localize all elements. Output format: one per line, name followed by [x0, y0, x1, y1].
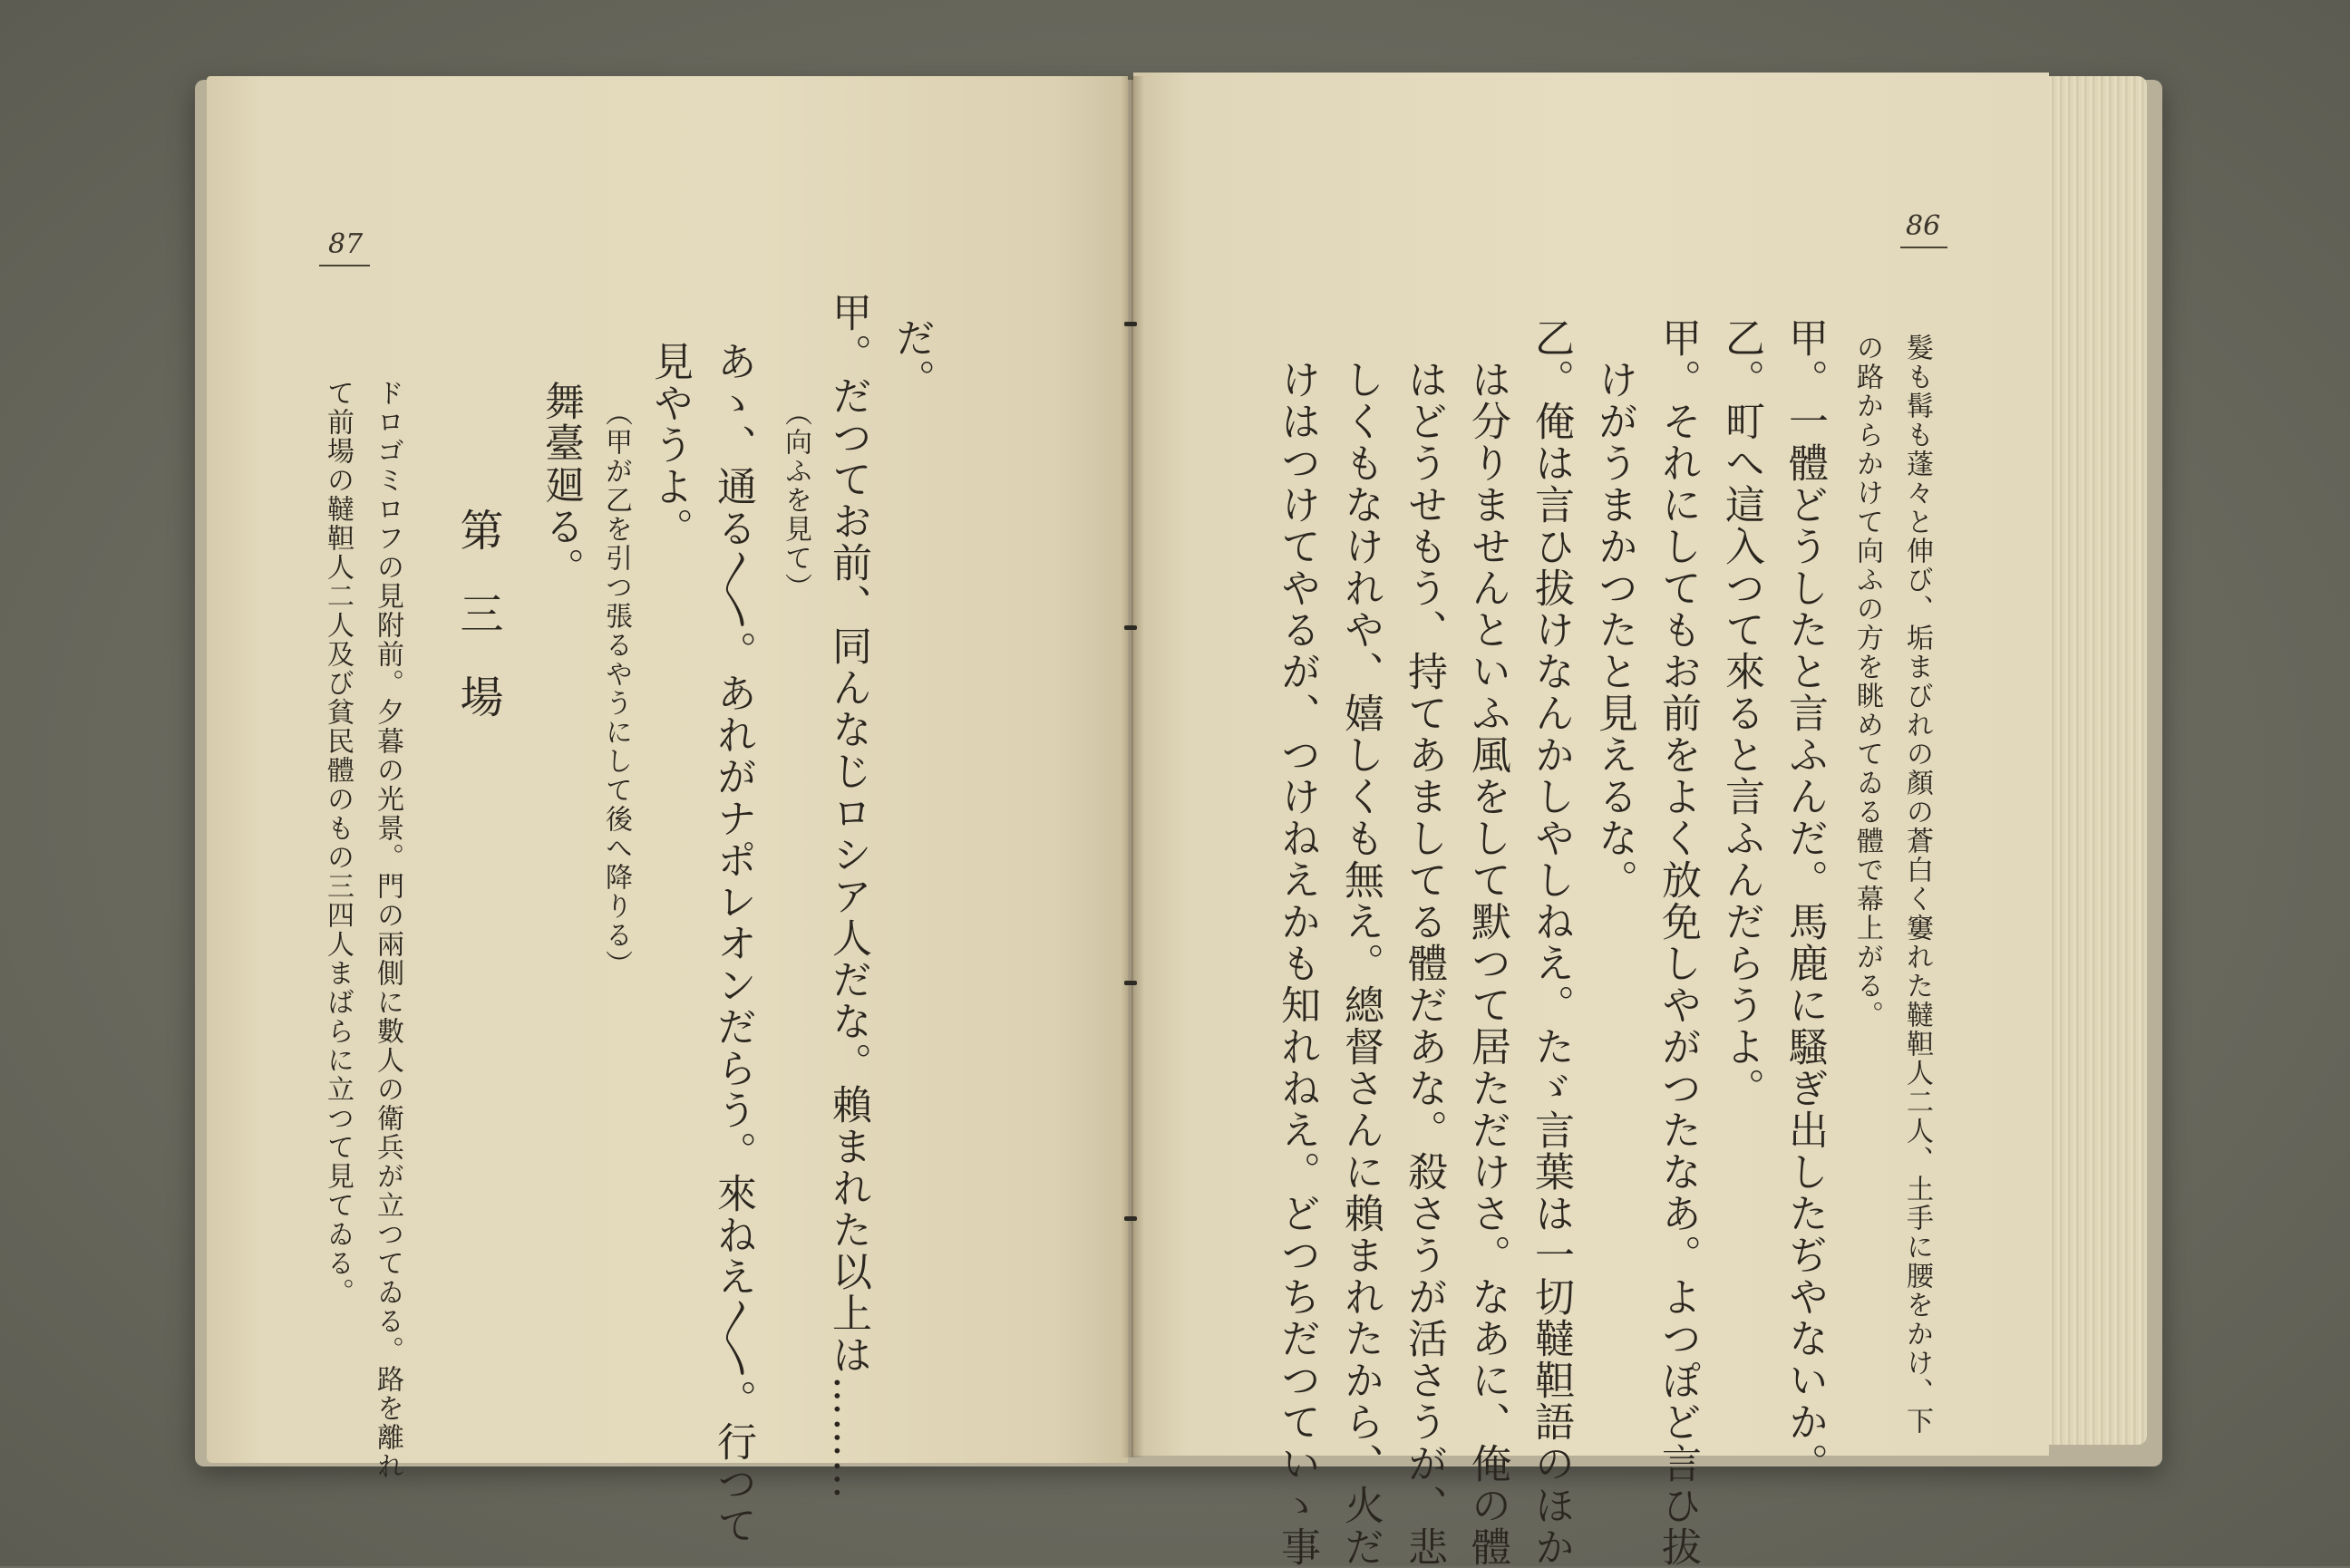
- dialogue-line: しくもなけれや、嬉しくも無え。總督さんに賴まれたから、火だ: [1337, 359, 1384, 1568]
- stage-direction-line: （向ふを見て）: [780, 399, 811, 602]
- page-number-right: 86: [1906, 210, 1941, 242]
- binding-stitch: [1124, 625, 1137, 630]
- page-number-rule: [319, 265, 370, 266]
- dialogue-line: あゝ、通る〳〵。あれがナポレオンだらう。來ねえ〳〵。行つて: [710, 341, 756, 1546]
- stage-direction-line: 髮も髯も蓬々と伸び、垢まびれの顏の蒼白く窶れた韃靼人二人、土手に腰をかけ、下: [1901, 334, 1933, 1436]
- binding-stitch: [1124, 322, 1137, 326]
- book-gutter: [1121, 76, 1144, 1457]
- stage-direction-line: ドロゴミロフの見附前。夕暮の光景。門の兩側に數人の衛兵が立つてゐる。路を離れ: [372, 379, 403, 1481]
- dialogue-line: 乙。町へ這入つて來ると言ふんだらうよ。: [1718, 317, 1764, 1109]
- dialogue-line: けはつけてやるが、つけねえかも知れねえ。どつちだつていゝ事: [1274, 359, 1320, 1568]
- dialogue-line: 見やうよ。: [646, 341, 693, 549]
- stage-direction-line: て前場の韃靼人二人及び貧民體のもの三四人まばらに立つて見てゐる。: [322, 379, 354, 1307]
- dialogue-line: 甲。だつてお前、同んなじロシア人だな。賴まれた以上は………: [825, 292, 871, 1501]
- dialogue-line: 甲。一體どうしたと言ふんだ。馬鹿に騷ぎ出したぢやないか。: [1782, 317, 1828, 1485]
- dialogue-line: は分りませんといふ風をして默つて居ただけさ。なあに、俺の體: [1464, 359, 1510, 1568]
- dialogue-line: 甲。それにしてもお前をよく放免しやがつたなあ。よつぽど言ひ拔: [1655, 317, 1701, 1568]
- stage-direction-line: （甲が乙を引つ張るやうにして後へ降りる）: [600, 399, 632, 979]
- scene-title: 第三場: [452, 508, 503, 758]
- stage-direction-line: の路からかけて向ふの方を眺めてゐる體で幕上がる。: [1851, 334, 1883, 1030]
- dialogue-line: 乙。俺は言ひ拔けなんかしやしねえ。たゞ言葉は一切韃靼語のほか: [1528, 317, 1574, 1568]
- page-number-left: 87: [328, 228, 364, 260]
- page-number-rule: [1900, 247, 1947, 248]
- dialogue-line: 舞臺廻る。: [538, 381, 584, 589]
- binding-stitch: [1124, 1216, 1137, 1221]
- binding-stitch: [1124, 981, 1137, 985]
- dialogue-line: けがうまかつたと見えるな。: [1591, 359, 1637, 901]
- dialogue-line: はどうせもう、持てあましてる體だあな。殺さうが活さうが、悲: [1401, 359, 1447, 1568]
- dialogue-line: だ。: [889, 317, 935, 401]
